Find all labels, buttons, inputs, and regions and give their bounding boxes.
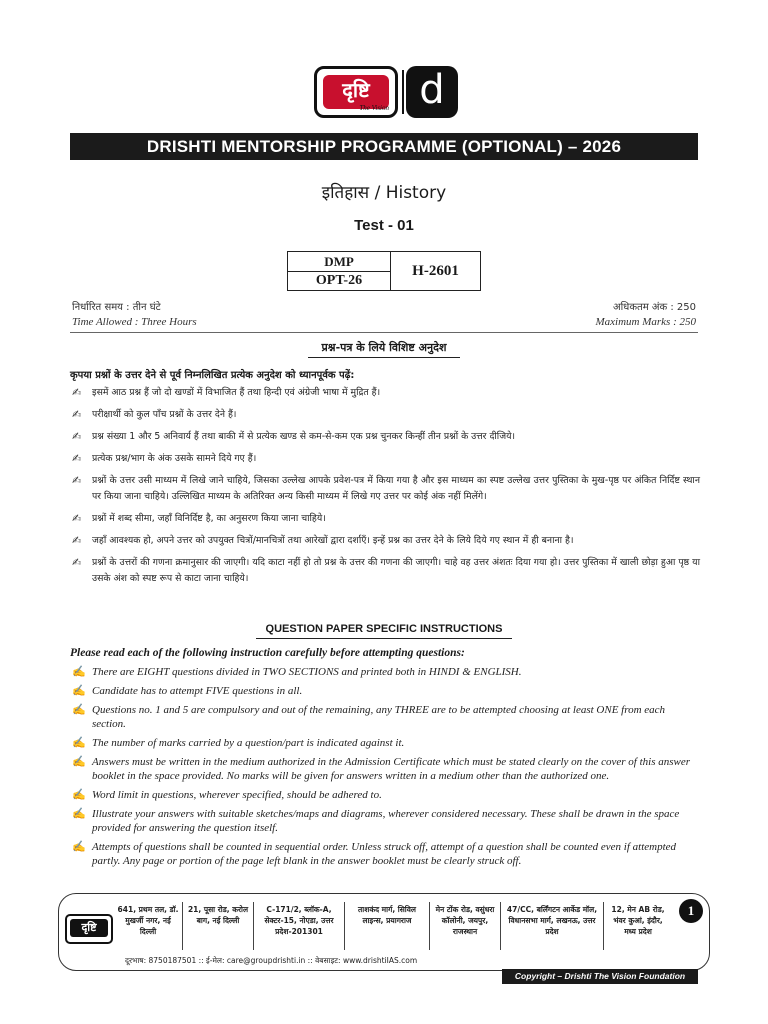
list-item: [70, 703, 700, 731]
writing-hand-icon: ✍: [72, 704, 86, 716]
address-indore: 12, मेन AB रोड, भंवर कुआं, इंदौर, मध्य प्रदेश: [611, 905, 665, 936]
writing-hand-icon: ✍: [72, 685, 86, 697]
writing-hand-icon: ✍: [72, 808, 86, 820]
hindi-heading-text: प्रश्न-पत्र के लिये विशिष्ट अनुदेश: [308, 341, 461, 358]
list-item: [70, 451, 700, 467]
instruction-text: परीक्षार्थी को कुल पाँच प्रश्नों के उत्तर देने हैं।: [92, 409, 237, 420]
list-item: [70, 407, 700, 423]
divider: [70, 332, 698, 333]
d-logo-icon: d: [406, 66, 458, 118]
english-instructions-list: [70, 665, 700, 873]
header-logos: [314, 66, 454, 118]
list-item: [70, 755, 700, 783]
instruction-text: Questions no. 1 and 5 are compulsory and out of the remaining, any THREE are to be attempted choosing at least ONE from each section.: [92, 704, 666, 730]
instruction-text: प्रश्न संख्या 1 और 5 अनिवार्य हैं तथा बाकी में से प्रत्येक खण्ड से कम-से-कम एक प्रश्न चुनकर किन्हीं तीन प्रश्नों के उत्तर दीजिये।: [92, 431, 516, 442]
code-box: [287, 251, 481, 291]
writing-hand-icon: ✍: [72, 534, 82, 547]
writing-hand-icon: ✍: [72, 512, 82, 525]
writing-hand-icon: ✍: [72, 452, 82, 465]
divider: [182, 902, 183, 950]
drishti-logo: [314, 66, 398, 118]
list-item: [70, 684, 700, 698]
instruction-text: इसमें आठ प्रश्न हैं जो दो खण्डों में विभाजित हैं तथा हिन्दी एवं अंग्रेजी भाषा में मुद्रित हैं।: [92, 387, 381, 398]
hindi-instructions-list: [70, 385, 700, 593]
instruction-text: प्रश्नों में शब्द सीमा, जहाँ विनिर्दिष्ट है, का अनुसरण किया जाना चाहिये।: [92, 513, 326, 524]
code-box-opt: OPT-26: [288, 271, 391, 290]
list-item: [70, 385, 700, 401]
subject-title: इतिहास / History: [321, 183, 447, 203]
english-instructions-heading: [0, 623, 768, 635]
copyright-bar: Copyright – Drishti The Vision Foundation: [502, 969, 698, 984]
divider: [603, 902, 604, 950]
drishti-logo-text: दृष्टि: [323, 75, 389, 109]
list-item: [70, 665, 700, 679]
writing-hand-icon: ✍: [72, 430, 82, 443]
max-marks-english: Maximum Marks : 250: [595, 316, 696, 328]
footer-logo: [65, 914, 113, 944]
address-mukherjee-nagar: 641, प्रथम तल, डॉ. मुखर्जी नगर, नई दिल्ली: [117, 905, 179, 936]
address-prayagraj: ताशकंद मार्ग, सिविल लाइन्स, प्रयागराज: [358, 905, 416, 925]
page-number-badge: 1: [679, 899, 703, 923]
writing-hand-icon: ✍: [72, 841, 86, 853]
footer-address-box: [58, 893, 710, 971]
instruction-text: प्रश्नों के उत्तरों की गणना क्रमानुसार की जाएगी। यदि काटा नहीं हो तो प्रश्न के उत्तर की गणना की जाएगी। चाहे वह उत्तर अंशतः दिया गया हो। उत्तर पुस्तिका में खाली छोड़ा हुआ पृष्ठ या उसके अंश को स्पष्ट रूप से काटा जाना चाहिये।: [92, 557, 700, 584]
list-item: [70, 736, 700, 750]
time-allowed-hindi: निर्धारित समय : तीन घंटे: [72, 302, 161, 313]
english-heading-text: QUESTION PAPER SPECIFIC INSTRUCTIONS: [256, 623, 513, 639]
writing-hand-icon: ✍: [72, 408, 82, 421]
list-item: [70, 473, 700, 505]
code-box-dmp: DMP: [288, 252, 391, 272]
instruction-text: Word limit in questions, wherever specified, should be adhered to.: [92, 789, 382, 801]
divider: [253, 902, 254, 950]
address-karol-bagh: 21, पूसा रोड, करोल बाग, नई दिल्ली: [187, 905, 249, 925]
drishti-logo-tagline: The Vision: [359, 104, 389, 112]
list-item: [70, 840, 700, 868]
time-allowed-english: Time Allowed : Three Hours: [72, 316, 197, 328]
writing-hand-icon: ✍: [72, 386, 82, 399]
instruction-text: Candidate has to attempt FIVE questions in all.: [92, 685, 303, 697]
divider: [344, 902, 345, 950]
instruction-text: The number of marks carried by a question/part is indicated against it.: [92, 737, 405, 749]
instruction-text: Illustrate your answers with suitable sketches/maps and diagrams, wherever considered necessary. These shall be drawn in the space provided for answering the question itself.: [92, 808, 680, 834]
english-instructions-intro: Please read each of the following instruction carefully before attempting questions:: [70, 647, 465, 659]
footer-contact-line: दूरभाष: 8750187501 :: ई-मेल: care@groupdrishti.in :: वेबसाइट: www.drishtiIAS.com: [125, 956, 418, 965]
programme-banner: DRISHTI MENTORSHIP PROGRAMME (OPTIONAL) – 2026: [70, 133, 698, 160]
logo-divider: [402, 70, 404, 114]
footer-logo-text: दृष्टि: [70, 919, 108, 937]
test-title: Test - 01: [354, 217, 414, 234]
divider: [500, 902, 501, 950]
hindi-instructions-heading: [0, 340, 768, 355]
list-item: [70, 511, 700, 527]
instruction-text: जहाँ आवश्यक हो, अपने उत्तर को उपयुक्त चित्रों/मानचित्रों तथा आरेखों द्वारा दर्शाएँ। इन्हें प्रश्न का उत्तर देने के लिये दिये गए स्थान में ही बनाना है।: [92, 535, 574, 546]
list-item: [70, 807, 700, 835]
list-item: [70, 788, 700, 802]
instruction-text: प्रश्नों के उत्तर उसी माध्यम में लिखे जाने चाहिये, जिसका उल्लेख आपके प्रवेश-पत्र में किया गया है और इस माध्यम का स्पष्ट उल्लेख उत्तर पुस्तिका के मुख-पृष्ठ पर अंकित निर्दिष्ट स्थान पर किया जाना चाहिये। उल्लिखित माध्यम के अतिरिक्त अन्य किसी माध्यम में लिखे गए उत्तर पर कोई अंक नहीं मिलेंगे।: [92, 475, 700, 502]
writing-hand-icon: ✍: [72, 756, 86, 768]
list-item: [70, 429, 700, 445]
list-item: [70, 533, 700, 549]
max-marks-hindi: अधिकतम अंक : 250: [612, 302, 696, 313]
address-lucknow: 47/CC, बर्लिंगटन आर्केड मॉल, विधानसभा मार्ग, लखनऊ, उत्तर प्रदेश: [506, 905, 598, 936]
writing-hand-icon: ✍: [72, 737, 86, 749]
address-noida: C-171/2, ब्लॉक-A, सेक्टर-15, नोएडा, उत्तर प्रदेश-201301: [264, 905, 334, 936]
instruction-text: There are EIGHT questions divided in TWO SECTIONS and printed both in HINDI & ENGLISH.: [92, 666, 522, 678]
writing-hand-icon: ✍: [72, 556, 82, 569]
instruction-text: प्रत्येक प्रश्न/भाग के अंक उसके सामने दिये गए हैं।: [92, 453, 257, 464]
list-item: [70, 555, 700, 587]
writing-hand-icon: ✍: [72, 474, 82, 487]
instruction-text: Attempts of questions shall be counted in sequential order. Unless struck off, attempt of a question shall be counted even if attempted partly. Any page or portion of the page left blank in the answer booklet must be clearly struck off.: [92, 841, 677, 867]
writing-hand-icon: ✍: [72, 666, 86, 678]
writing-hand-icon: ✍: [72, 789, 86, 801]
hindi-instructions-intro: कृपया प्रश्नों के उत्तर देने से पूर्व निम्नलिखित प्रत्येक अनुदेश को ध्यानपूर्वक पढ़ें:: [70, 370, 355, 381]
divider: [429, 902, 430, 950]
address-jaipur: मेन टोंक रोड, वसुंधरा कॉलोनी, जयपुर, राजस्थान: [435, 905, 495, 936]
code-box-paper-code: H-2601: [412, 263, 459, 279]
instruction-text: Answers must be written in the medium authorized in the Admission Certificate which must be stated clearly on the cover of this answer booklet in the space provided. No marks will be given for answers written in a medium other than the authorized one.: [92, 756, 691, 782]
